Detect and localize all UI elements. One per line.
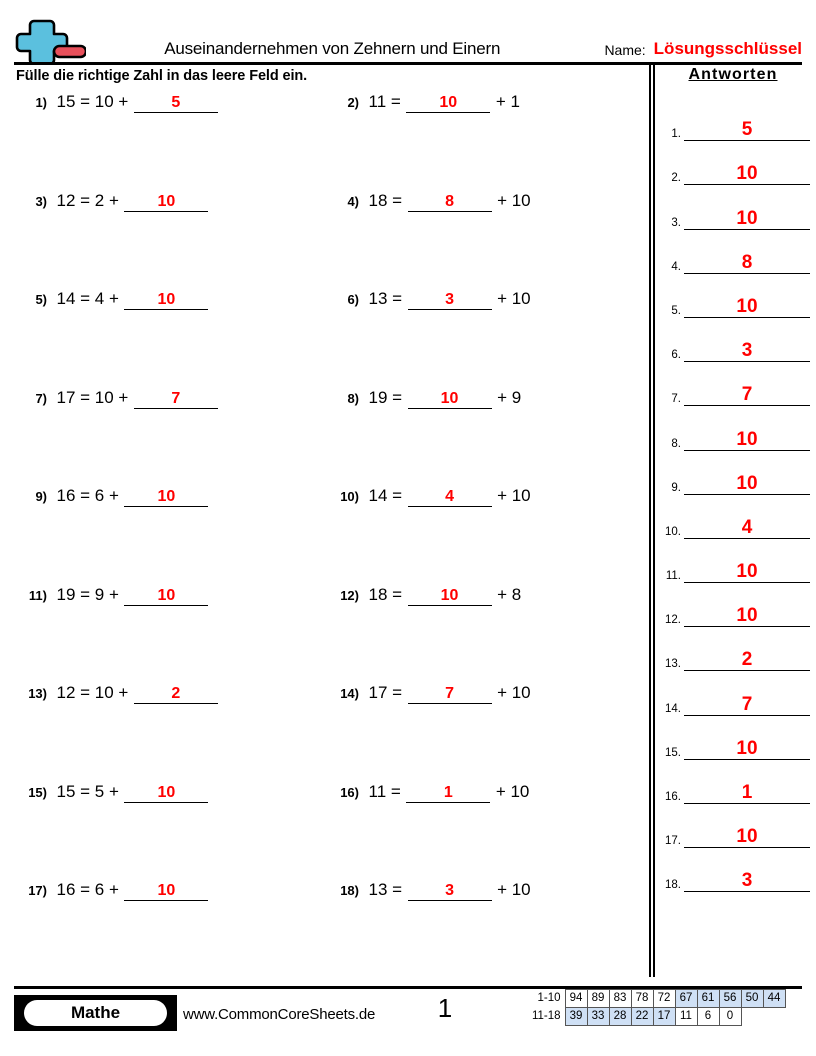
answer-row xyxy=(660,274,810,318)
answer-number: 9. xyxy=(671,481,681,494)
problem-expression xyxy=(366,289,533,310)
answer-value[interactable]: 10 xyxy=(684,429,810,451)
header-divider-rule xyxy=(14,62,802,65)
score-cell: 44 xyxy=(763,990,785,1008)
problem-number: 11) xyxy=(28,587,47,603)
answer-number: 12. xyxy=(665,614,681,627)
answer-blank[interactable]: 10 xyxy=(124,586,208,606)
problem-expression xyxy=(366,683,533,704)
problem-expression xyxy=(54,388,221,409)
answer-number: 4. xyxy=(671,260,681,273)
answer-row xyxy=(660,141,810,185)
answer-row xyxy=(660,627,810,671)
answer-blank[interactable]: 4 xyxy=(408,487,492,507)
expression-prefix: 16 = 6 + xyxy=(56,880,119,899)
answer-row xyxy=(660,185,810,229)
answer-number: 3. xyxy=(671,216,681,229)
score-cell: 11 xyxy=(675,1008,697,1026)
problem-number: 5) xyxy=(35,292,47,307)
answer-value[interactable]: 7 xyxy=(684,694,810,716)
problem-1 xyxy=(0,92,322,132)
problem-number: 1) xyxy=(35,95,47,110)
expression-suffix: + 10 xyxy=(497,683,531,702)
answer-blank[interactable]: 10 xyxy=(124,487,208,507)
answer-blank[interactable]: 10 xyxy=(124,192,208,212)
expression-suffix: + 10 xyxy=(497,289,531,308)
answer-row xyxy=(660,848,810,892)
answer-row xyxy=(660,451,810,495)
score-cell: 94 xyxy=(565,990,587,1008)
problem-row xyxy=(0,191,645,231)
subject-badge xyxy=(14,995,177,1031)
score-cell: 0 xyxy=(719,1008,741,1026)
answer-number: 15. xyxy=(665,746,681,759)
answer-blank[interactable]: 1 xyxy=(406,783,490,803)
answer-number: 1. xyxy=(671,128,681,141)
answer-blank[interactable]: 3 xyxy=(408,881,492,901)
score-table xyxy=(529,989,786,1026)
answer-key-badge: Lösungsschlüssel xyxy=(653,39,802,58)
expression-suffix: + 10 xyxy=(497,486,531,505)
answer-value[interactable]: 3 xyxy=(684,340,810,362)
problem-number: 2) xyxy=(347,95,359,110)
problem-number: 10) xyxy=(340,489,359,504)
problem-16 xyxy=(322,782,644,822)
answer-blank[interactable]: 3 xyxy=(408,290,492,310)
vertical-divider xyxy=(649,62,655,977)
answer-value[interactable]: 5 xyxy=(684,119,810,141)
site-url: www.CommonCoreSheets.de xyxy=(183,1006,376,1023)
problem-expression xyxy=(54,880,211,901)
expression-prefix: 14 = 4 + xyxy=(56,289,119,308)
problem-number: 14) xyxy=(340,686,359,701)
answer-value[interactable]: 10 xyxy=(684,605,810,627)
expression-prefix: 17 = 10 + xyxy=(56,387,129,407)
problem-row xyxy=(0,388,645,428)
problem-number: 3) xyxy=(35,193,47,209)
answer-number: 5. xyxy=(671,304,681,317)
expression-prefix: 16 = 6 + xyxy=(56,486,119,505)
problem-expression xyxy=(366,880,533,901)
problem-9 xyxy=(0,486,322,526)
answer-number: 13. xyxy=(665,658,681,671)
page-number: 1 xyxy=(437,993,453,1023)
expression-suffix: + 10 xyxy=(497,880,531,899)
expression-prefix: 15 = 10 + xyxy=(56,92,129,111)
score-cell: 83 xyxy=(609,990,631,1008)
problem-expression xyxy=(54,191,211,212)
answer-value[interactable]: 10 xyxy=(684,208,810,230)
problem-expression xyxy=(54,486,211,507)
instruction-text: Fülle die richtige Zahl in das leere Feld ein. xyxy=(16,68,308,84)
problem-number: 8) xyxy=(347,390,359,406)
problem-14 xyxy=(322,683,644,723)
problem-expression xyxy=(366,92,522,113)
score-cell xyxy=(741,1008,763,1026)
problem-number: 4) xyxy=(347,193,359,209)
problem-row xyxy=(0,585,645,625)
answer-row xyxy=(660,716,810,760)
answers-list xyxy=(660,97,810,892)
answer-blank[interactable]: 10 xyxy=(124,881,208,901)
problem-number: 18) xyxy=(340,883,359,898)
plus-minus-icon xyxy=(14,18,86,62)
problem-expression xyxy=(366,782,532,803)
answer-row xyxy=(660,406,810,450)
problem-12 xyxy=(322,585,644,625)
answer-number: 16. xyxy=(665,791,681,803)
expression-suffix: + 1 xyxy=(495,92,520,111)
score-cell: 28 xyxy=(609,1008,631,1026)
expression-prefix: 11 = xyxy=(368,781,401,801)
answer-row xyxy=(660,318,810,362)
answer-row xyxy=(660,362,810,406)
expression-suffix: + 9 xyxy=(497,387,522,407)
problem-5 xyxy=(0,289,322,329)
answer-blank[interactable]: 2 xyxy=(134,684,218,704)
score-row-label: 1-10 xyxy=(537,992,561,1004)
problem-number: 12) xyxy=(340,587,359,603)
problem-number: 7) xyxy=(35,390,47,406)
problem-13 xyxy=(0,683,322,723)
answer-number: 10. xyxy=(665,525,681,538)
problem-2 xyxy=(322,92,644,132)
answer-value[interactable]: 2 xyxy=(684,649,810,671)
problem-expression xyxy=(54,289,211,310)
score-cell: 50 xyxy=(741,990,763,1008)
answer-row xyxy=(660,804,810,848)
answer-value[interactable]: 10 xyxy=(684,561,810,583)
answer-row xyxy=(660,583,810,627)
answer-number: 2. xyxy=(671,172,681,185)
problem-expression xyxy=(54,782,211,803)
answer-row xyxy=(660,671,810,715)
problem-row xyxy=(0,782,645,822)
problem-15 xyxy=(0,782,322,822)
problem-expression xyxy=(366,486,533,507)
problem-row xyxy=(0,683,645,723)
answer-row xyxy=(660,230,810,274)
score-cell: 89 xyxy=(587,990,609,1008)
score-row-label: 11-18 xyxy=(531,1010,561,1022)
expression-prefix: 18 = xyxy=(368,190,403,210)
score-cell: 78 xyxy=(631,990,653,1008)
problem-expression xyxy=(366,191,533,212)
expression-prefix: 18 = xyxy=(368,584,403,604)
problem-expression xyxy=(54,92,221,113)
page-header xyxy=(14,18,802,62)
expression-suffix: + 10 xyxy=(495,781,530,801)
answer-row xyxy=(660,495,810,539)
expression-prefix: 17 = xyxy=(368,683,403,702)
score-cell: 6 xyxy=(697,1008,719,1026)
page-title: Auseinandernehmen von Zehnern und Einern xyxy=(164,39,501,58)
answer-value[interactable]: 10 xyxy=(684,163,810,185)
answer-blank[interactable]: 10 xyxy=(124,783,208,803)
expression-suffix: + 10 xyxy=(497,190,531,210)
expression-prefix: 14 = xyxy=(368,486,403,505)
problem-10 xyxy=(322,486,644,526)
problem-row xyxy=(0,92,645,132)
problem-expression xyxy=(366,585,524,606)
problem-number: 16) xyxy=(340,784,359,800)
score-cell: 61 xyxy=(697,990,719,1008)
problem-4 xyxy=(322,191,644,231)
expression-prefix: 13 = xyxy=(368,880,403,899)
answer-number: 18. xyxy=(665,879,681,892)
score-cell: 56 xyxy=(719,990,741,1008)
score-cell: 72 xyxy=(653,990,675,1008)
answer-value[interactable]: 3 xyxy=(684,870,810,892)
expression-prefix: 12 = 10 + xyxy=(56,683,129,702)
answer-value[interactable]: 10 xyxy=(684,826,810,848)
answer-blank[interactable]: 8 xyxy=(408,192,492,212)
answers-panel xyxy=(660,66,810,892)
problem-number: 15) xyxy=(28,784,47,800)
score-cell xyxy=(763,1008,785,1026)
answer-number: 11. xyxy=(665,570,681,583)
answer-blank[interactable]: 10 xyxy=(406,93,490,113)
answer-value[interactable]: 4 xyxy=(684,517,810,539)
answer-value[interactable]: 8 xyxy=(684,252,810,274)
expression-prefix: 13 = xyxy=(368,289,403,308)
score-cell: 33 xyxy=(587,1008,609,1026)
expression-prefix: 12 = 2 + xyxy=(56,190,119,210)
answer-blank[interactable]: 5 xyxy=(134,93,218,113)
answer-value[interactable]: 10 xyxy=(684,738,810,760)
answer-number: 14. xyxy=(665,702,681,715)
problem-row xyxy=(0,486,645,526)
expression-prefix: 11 = xyxy=(368,92,401,111)
problem-expression xyxy=(366,388,524,409)
score-cell: 39 xyxy=(565,1008,587,1026)
problem-18 xyxy=(322,880,644,920)
expression-prefix: 19 = xyxy=(368,387,403,407)
answer-row xyxy=(660,97,810,141)
answer-blank[interactable]: 10 xyxy=(124,290,208,310)
problem-11 xyxy=(0,585,322,625)
answer-blank[interactable]: 7 xyxy=(134,389,218,409)
answer-blank[interactable]: 10 xyxy=(408,389,492,409)
answer-row xyxy=(660,539,810,583)
score-cell: 22 xyxy=(631,1008,653,1026)
expression-suffix: + 8 xyxy=(497,584,522,604)
expression-prefix: 19 = 9 + xyxy=(56,584,119,604)
answer-value[interactable]: 10 xyxy=(684,473,810,495)
answer-value[interactable]: 1 xyxy=(684,782,810,804)
answer-value[interactable]: 7 xyxy=(684,384,810,406)
problem-17 xyxy=(0,880,322,920)
problem-number: 13) xyxy=(28,686,47,701)
problems-grid xyxy=(0,92,645,972)
problem-3 xyxy=(0,191,322,231)
answer-number: 7. xyxy=(671,393,681,406)
answer-row xyxy=(660,760,810,804)
score-table-row xyxy=(529,990,785,1008)
name-label: Name: xyxy=(604,42,646,58)
answer-blank[interactable]: 7 xyxy=(408,684,492,704)
answer-number: 6. xyxy=(671,349,681,362)
problem-6 xyxy=(322,289,644,329)
subject-badge-label: Mathe xyxy=(24,1000,167,1026)
problem-number: 6) xyxy=(347,292,359,307)
problem-row xyxy=(0,880,645,920)
problem-row xyxy=(0,289,645,329)
problem-7 xyxy=(0,388,322,428)
answer-number: 17. xyxy=(665,835,681,848)
answer-number: 8. xyxy=(671,437,681,450)
expression-prefix: 15 = 5 + xyxy=(56,781,119,801)
score-table-row xyxy=(529,1008,785,1026)
problem-number: 9) xyxy=(35,489,47,504)
score-cell: 17 xyxy=(653,1008,675,1026)
answer-value[interactable]: 10 xyxy=(684,296,810,318)
problem-number: 17) xyxy=(28,883,47,898)
problem-8 xyxy=(322,388,644,428)
problem-expression xyxy=(54,585,211,606)
score-cell: 67 xyxy=(675,990,697,1008)
answer-blank[interactable]: 10 xyxy=(408,586,492,606)
problem-expression xyxy=(54,683,221,704)
answers-panel-title: Antworten xyxy=(688,66,778,83)
